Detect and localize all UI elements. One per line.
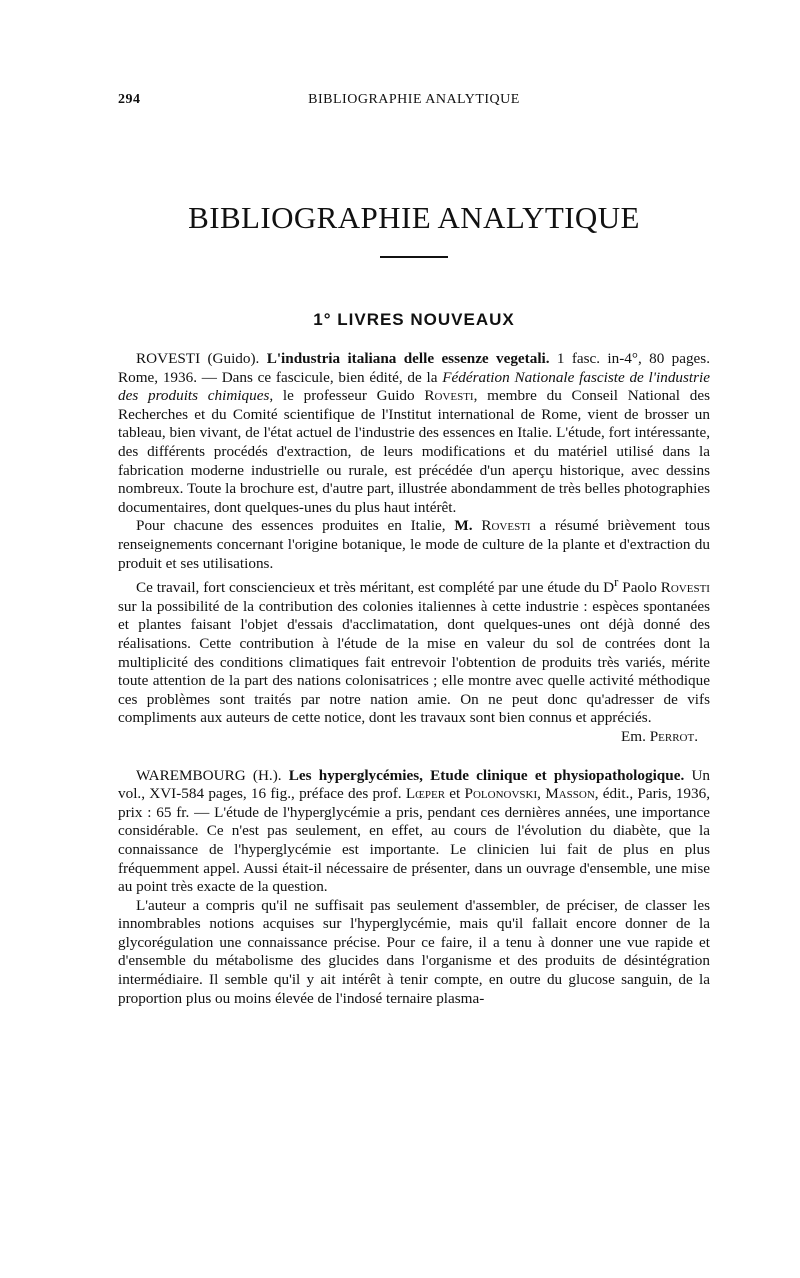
author-name: Lœper	[405, 785, 446, 803]
review-paragraph: ROVESTI (Guido). L'industria italiana delle essenze vegetali. 1 fasc. in-4°, 80 pages. Rome, 1936. — Dans ce fascicule, bien édité, de la Fédération Nationale fasciste de l'industrie des produits chimiques, le professeur Guido Rovesti, membre du Conseil National des Recherches et du Comité scientifique de l'Institut international de Rome, vient de brosser un tableau, bien vivant, de l'état actuel de l'industrie des essences en Italie. L'étude, fort intéressante, des différents procédés d'extraction, de leurs modifications et du matériel utilisé dans la fabrication moderne industrielle ou rurale, est précédée d'un aperçu historique, avec dessins nombreux. Toute la brochure est, d'autre part, illustrée abondamment de très belles photographies documentaires, dont quelques-unes du plus haut intérêt.	[118, 350, 711, 516]
book-title: L'industria italiana delle essenze vegetali.	[266, 350, 550, 367]
reviewer-signature: Em. Perrot.	[621, 727, 698, 745]
page	[118, 92, 710, 1008]
running-title: BIBLIOGRAPHIE ANALYTIQUE	[308, 92, 520, 107]
book-title: Les hyperglycémies, Etude clinique et physiopathologique.	[288, 766, 685, 784]
author-name: Polonovski	[464, 785, 538, 803]
review-paragraph: WAREMBOURG (H.). Les hyperglycémies, Etude clinique et physiopathologique. Un vol., XVI-584 pages, 16 fig., préface des prof. Lœper et Polonovski, Masson, édit., Paris, 1936, prix : 65 fr. — L'étude de l'hyperglycémie a pris, pendant ces dernières années, une importance considérable. Ce n'est pas seulement, en effet, au cours de l'évolution du diabète, que la connaissance de l'hyperglycémie est importante. Le clinicien lui fait de plus en plus fréquemment appel. Aussi était-il nécessaire de présenter, dans un ouvrage d'ensemble, une mise au point très exacte de la question.	[118, 766, 711, 896]
section-title: 1° LIVRES NOUVEAUX	[313, 310, 515, 329]
review-paragraph: Pour chacune des essences produites en Italie, M. Rovesti a résumé brièvement tous renseignements concernant l'origine botanique, le mode de culture de la plante et d'extraction du produit et ses utilisations.	[118, 517, 711, 572]
review-paragraph: Ce travail, fort consciencieux et très méritant, est complété par une étude du $D^r$ Paolo Rovesti sur la possibilité de la contribution des colonies italiennes à cette industrie : espèces spontanées et plantes faisant l'objet d'essais d'acclimatation, dont quelques-unes ont déjà donné des réalisations. Cette contribution à l'étude de la mise en valeur du sol de contrées dont la multiplicité des conditions climatiques fait entrevoir l'obtention de produits très variés, mérite toute attention de la part des nations colonisatrices ; elle montre avec quelle activité méthodique ces problèmes sont traités par notre nation amie. On ne peut donc qu'adresser de vifs compliments aux auteurs de cette notice, dont les travaux sont bien connus et appréciés.	[118, 575, 710, 727]
author-name: Rovesti	[424, 387, 474, 405]
author-name: Rovesti	[660, 579, 710, 597]
publisher-name: Masson	[545, 785, 595, 803]
author-name: Rovesti	[481, 517, 531, 535]
page-number: 294	[118, 92, 141, 107]
running-head	[118, 92, 710, 116]
review-paragraph: L'auteur a compris qu'il ne suffisait pas seulement d'assembler, de préciser, de classer les innombrables notions acquises sur l'hyperglycémie, mais qu'il fallait encore donner de la glycorégulation une connaissance précise. Pour ce faire, il a tenu à donner une vue rapide et d'ensemble du métabolisme des glucides dans l'organisme et des produits de désintégration intermédiaire. Il semble qu'il y ait intérêt à tenir compte, en outre du glucose sanguin, de la proportion plus ou moins élevée de l'indosé ternaire plasma-	[118, 896, 710, 1007]
title-rule	[380, 256, 448, 258]
review-author: ROVESTI (Guido).	[136, 350, 260, 367]
review-rovesti	[118, 350, 710, 747]
publisher-organisation: Fédération Nationale fasciste de l'industrie des produits chimiques	[118, 368, 711, 405]
book-details: 1 fasc. in-4°, 80 pages. Rome, 1936. — Dans ce fascicule, bien édité, de la	[118, 350, 711, 386]
review-warembourg	[118, 767, 710, 1009]
review-author: WAREMBOURG (H.).	[136, 766, 282, 784]
main-title: BIBLIOGRAPHIE ANALYTIQUE	[188, 200, 640, 235]
